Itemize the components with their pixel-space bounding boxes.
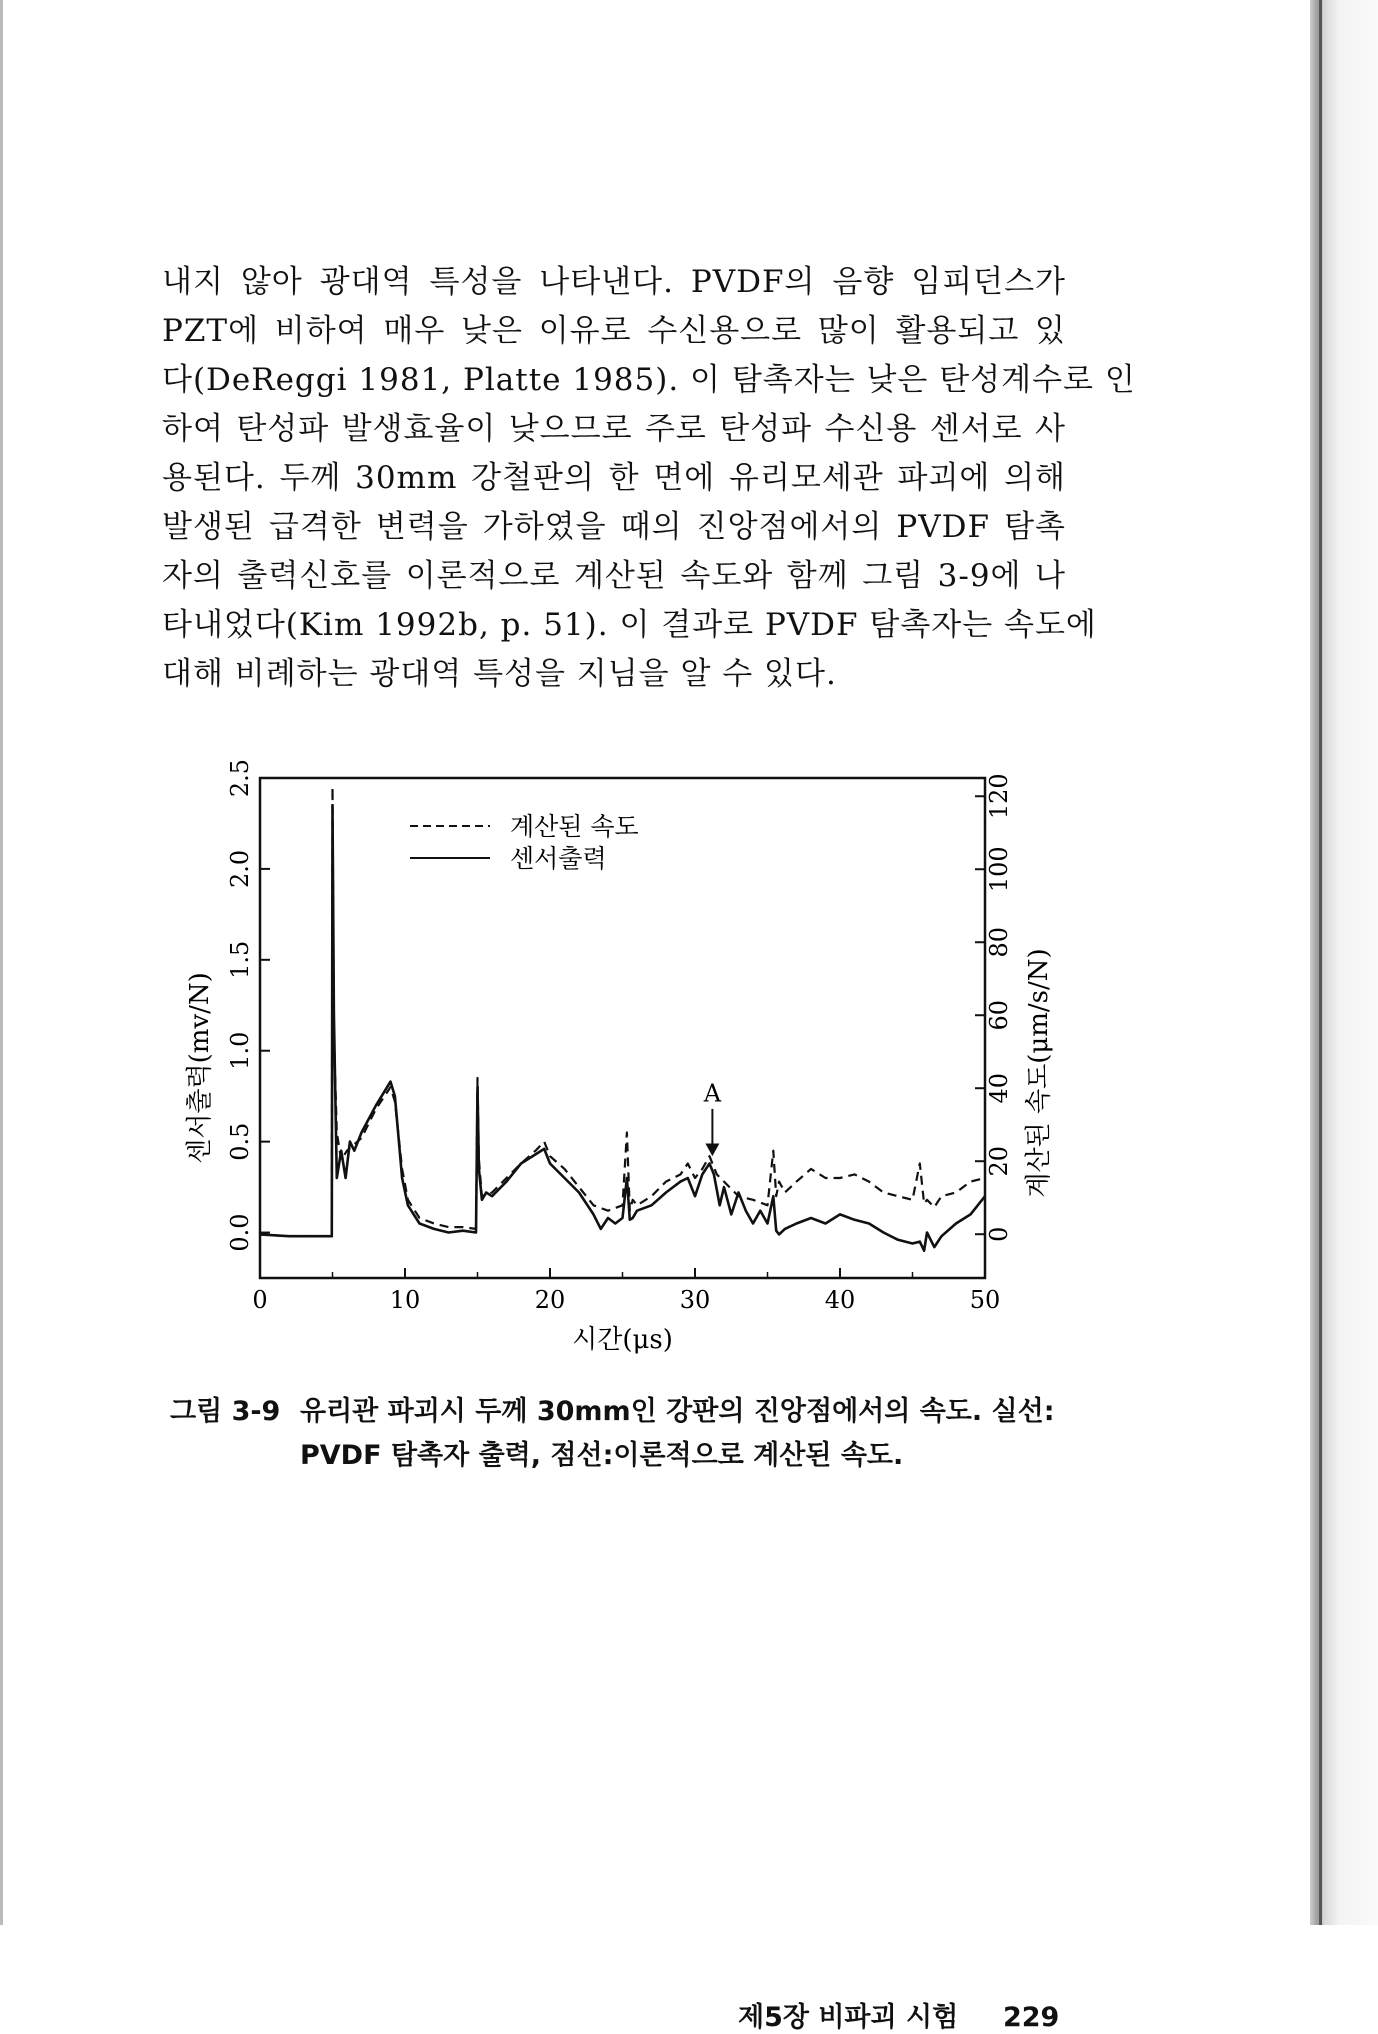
y-right-tick-label: 40 [985, 1072, 1013, 1104]
page-left-edge [0, 0, 3, 1925]
caption-line-1: 유리관 파괴시 두께 30mm인 강판의 진앙점에서의 속도. 실선: [300, 1396, 1055, 1427]
x-tick-label: 50 [969, 1286, 1001, 1314]
body-line: 하여 탄성파 발생효율이 낮으므로 주로 탄성파 수신용 센서로 사 [162, 411, 1066, 447]
body-line: 발생된 급격한 변력을 가하였을 때의 진앙점에서의 PVDF 탐촉 [162, 509, 1066, 545]
body-line: PZT에 비하여 매우 낮은 이유로 수신용으로 많이 활용되고 있 [162, 313, 1066, 349]
y-right-tick-label: 120 [985, 773, 1013, 820]
y-left-tick-label: 2.0 [226, 849, 254, 888]
page-number: 229 [1002, 2002, 1060, 2033]
y-right-tick-label: 80 [985, 926, 1013, 958]
annotation-arrow-head [705, 1143, 719, 1156]
x-axis-label: 시간(μs) [572, 1325, 673, 1355]
caption-line-2: PVDF 탐촉자 출력, 점선:이론적으로 계산된 속도. [300, 1440, 904, 1471]
x-tick-label: 10 [389, 1286, 421, 1314]
y-right-tick-label: 0 [985, 1226, 1013, 1242]
body-line: 용된다. 두께 30mm 강철판의 한 면에 유리모세관 파괴에 의해 [162, 460, 1066, 496]
y-right-tick-label: 100 [985, 846, 1013, 893]
y-left-tick-label: 0.0 [226, 1213, 254, 1252]
figure-number: 그림 3-9 [170, 1396, 281, 1427]
annotation-label: A [703, 1079, 722, 1108]
plot-frame [260, 778, 985, 1278]
figure-chart [185, 740, 1070, 1360]
body-paragraph [162, 258, 1136, 699]
page-edge-line [1319, 0, 1322, 1925]
y-left-tick-label: 1.5 [226, 940, 254, 979]
body-line: 다(DeReggi 1981, Platte 1985). 이 탐촉자는 낮은 탄성계수로 인 [162, 362, 1136, 398]
y-left-tick-label: 2.5 [226, 758, 254, 798]
series-line-sensor [260, 805, 985, 1250]
body-line: 내지 않아 광대역 특성을 나타낸다. PVDF의 음향 임피던스가 [162, 264, 1066, 300]
body-line: 대해 비례하는 광대역 특성을 지님을 알 수 있다. [162, 656, 837, 692]
y-right-tick-label: 60 [985, 999, 1013, 1031]
x-tick-label: 40 [824, 1286, 856, 1314]
running-footer-chapter: 제5장 비파괴 시험 [738, 2002, 959, 2033]
x-tick-label: 0 [252, 1286, 268, 1314]
y-left-tick-label: 0.5 [226, 1122, 254, 1161]
series-line-calculated [260, 787, 985, 1236]
legend-label: 센서출력 [510, 844, 607, 873]
page-footer [738, 1995, 1059, 2034]
figure-caption [170, 1390, 1070, 1478]
x-tick-label: 30 [679, 1286, 711, 1314]
y-left-axis-label: 센서출력(mv/N) [185, 972, 215, 1164]
y-right-axis-label: 계산된 속도(μm/s/N) [1024, 948, 1054, 1198]
body-line: 타내었다(Kim 1992b, p. 51). 이 결과로 PVDF 탐촉자는 속도에 [162, 607, 1097, 643]
y-left-tick-label: 1.0 [226, 1031, 254, 1070]
legend-label: 계산된 속도 [510, 812, 639, 841]
y-right-tick-label: 20 [985, 1145, 1013, 1177]
body-line: 자의 출력신호를 이론적으로 계산된 속도와 함께 그림 3-9에 나 [162, 558, 1066, 594]
x-tick-label: 20 [534, 1286, 566, 1314]
